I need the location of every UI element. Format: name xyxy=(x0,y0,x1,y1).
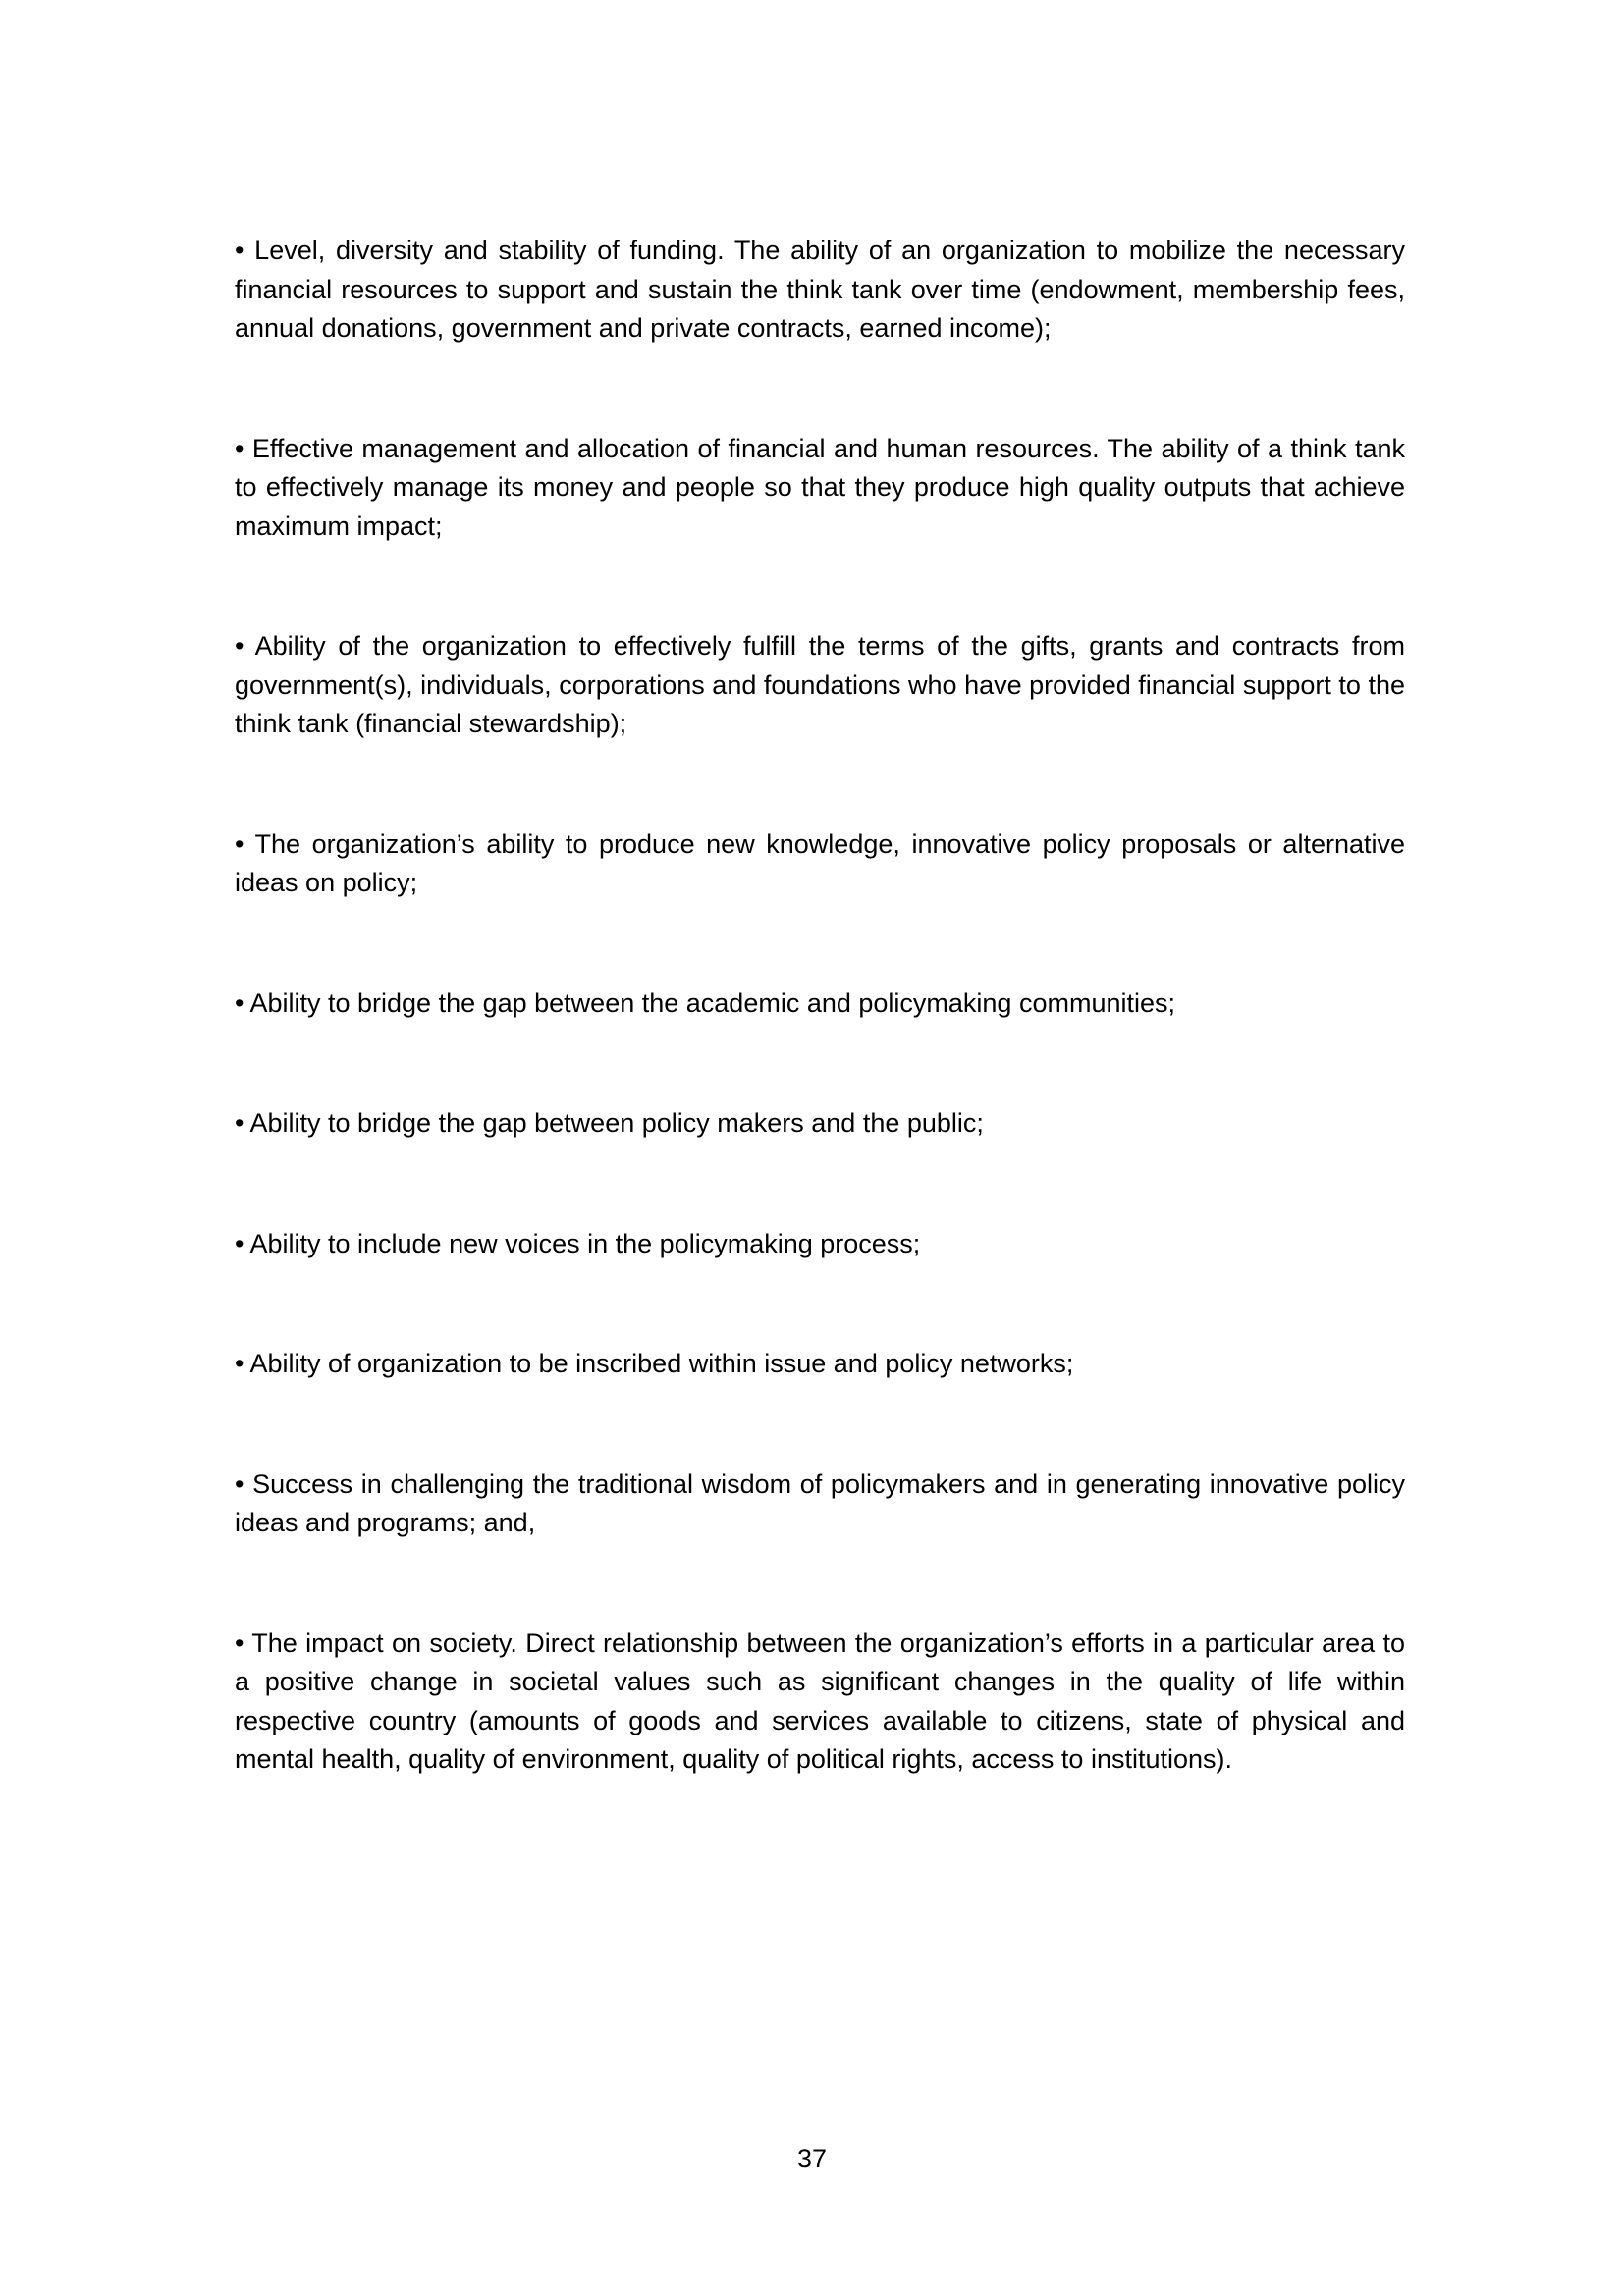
bullet-management: • Effective management and allocation of financial and human resources. The ability of a think tank to effectively manage its money and people so that they produce high quality outputs that achieve maximum impact; xyxy=(235,433,1405,541)
bullet-public-gap: • Ability to bridge the gap between policy makers and the public; xyxy=(235,1108,984,1138)
bullet-funding: • Level, diversity and stability of funding. The ability of an organization to mobilize the necessary financial resources to support and sustain the think tank over time (endowment, membership fees, annual donations, government and private contracts, earned income); xyxy=(235,236,1405,343)
page-number: 37 xyxy=(796,2144,828,2173)
bullet-stewardship: • Ability of the organization to effectively fulfill the terms of the gifts, grants and contracts from government(s), individuals, corporations and foundations who have provided financial support to the think tank (financial stewardship); xyxy=(235,631,1405,738)
bullet-academic-gap: • Ability to bridge the gap between the academic and policymaking communities; xyxy=(235,988,1175,1018)
bullet-challenging-wisdom: • Success in challenging the traditional wisdom of policymakers and in generating innovative policy ideas and programs; and, xyxy=(235,1468,1405,1537)
bullet-networks: • Ability of organization to be inscribed within issue and policy networks; xyxy=(235,1349,1074,1378)
bullet-list xyxy=(235,232,1405,1780)
bullet-new-voices: • Ability to include new voices in the policymaking process; xyxy=(235,1228,921,1258)
bullet-new-knowledge: • The organization’s ability to produce new knowledge, innovative policy proposals or alternative ideas on policy; xyxy=(235,828,1405,897)
bullet-impact-society: • The impact on society. Direct relationship between the organization’s efforts in a particular area to a positive change in societal values such as significant changes in the quality of life within respective country (amounts of goods and services available to citizens, state of physical and mental health, quality of environment, quality of political rights, access to institutions). xyxy=(235,1628,1405,1774)
